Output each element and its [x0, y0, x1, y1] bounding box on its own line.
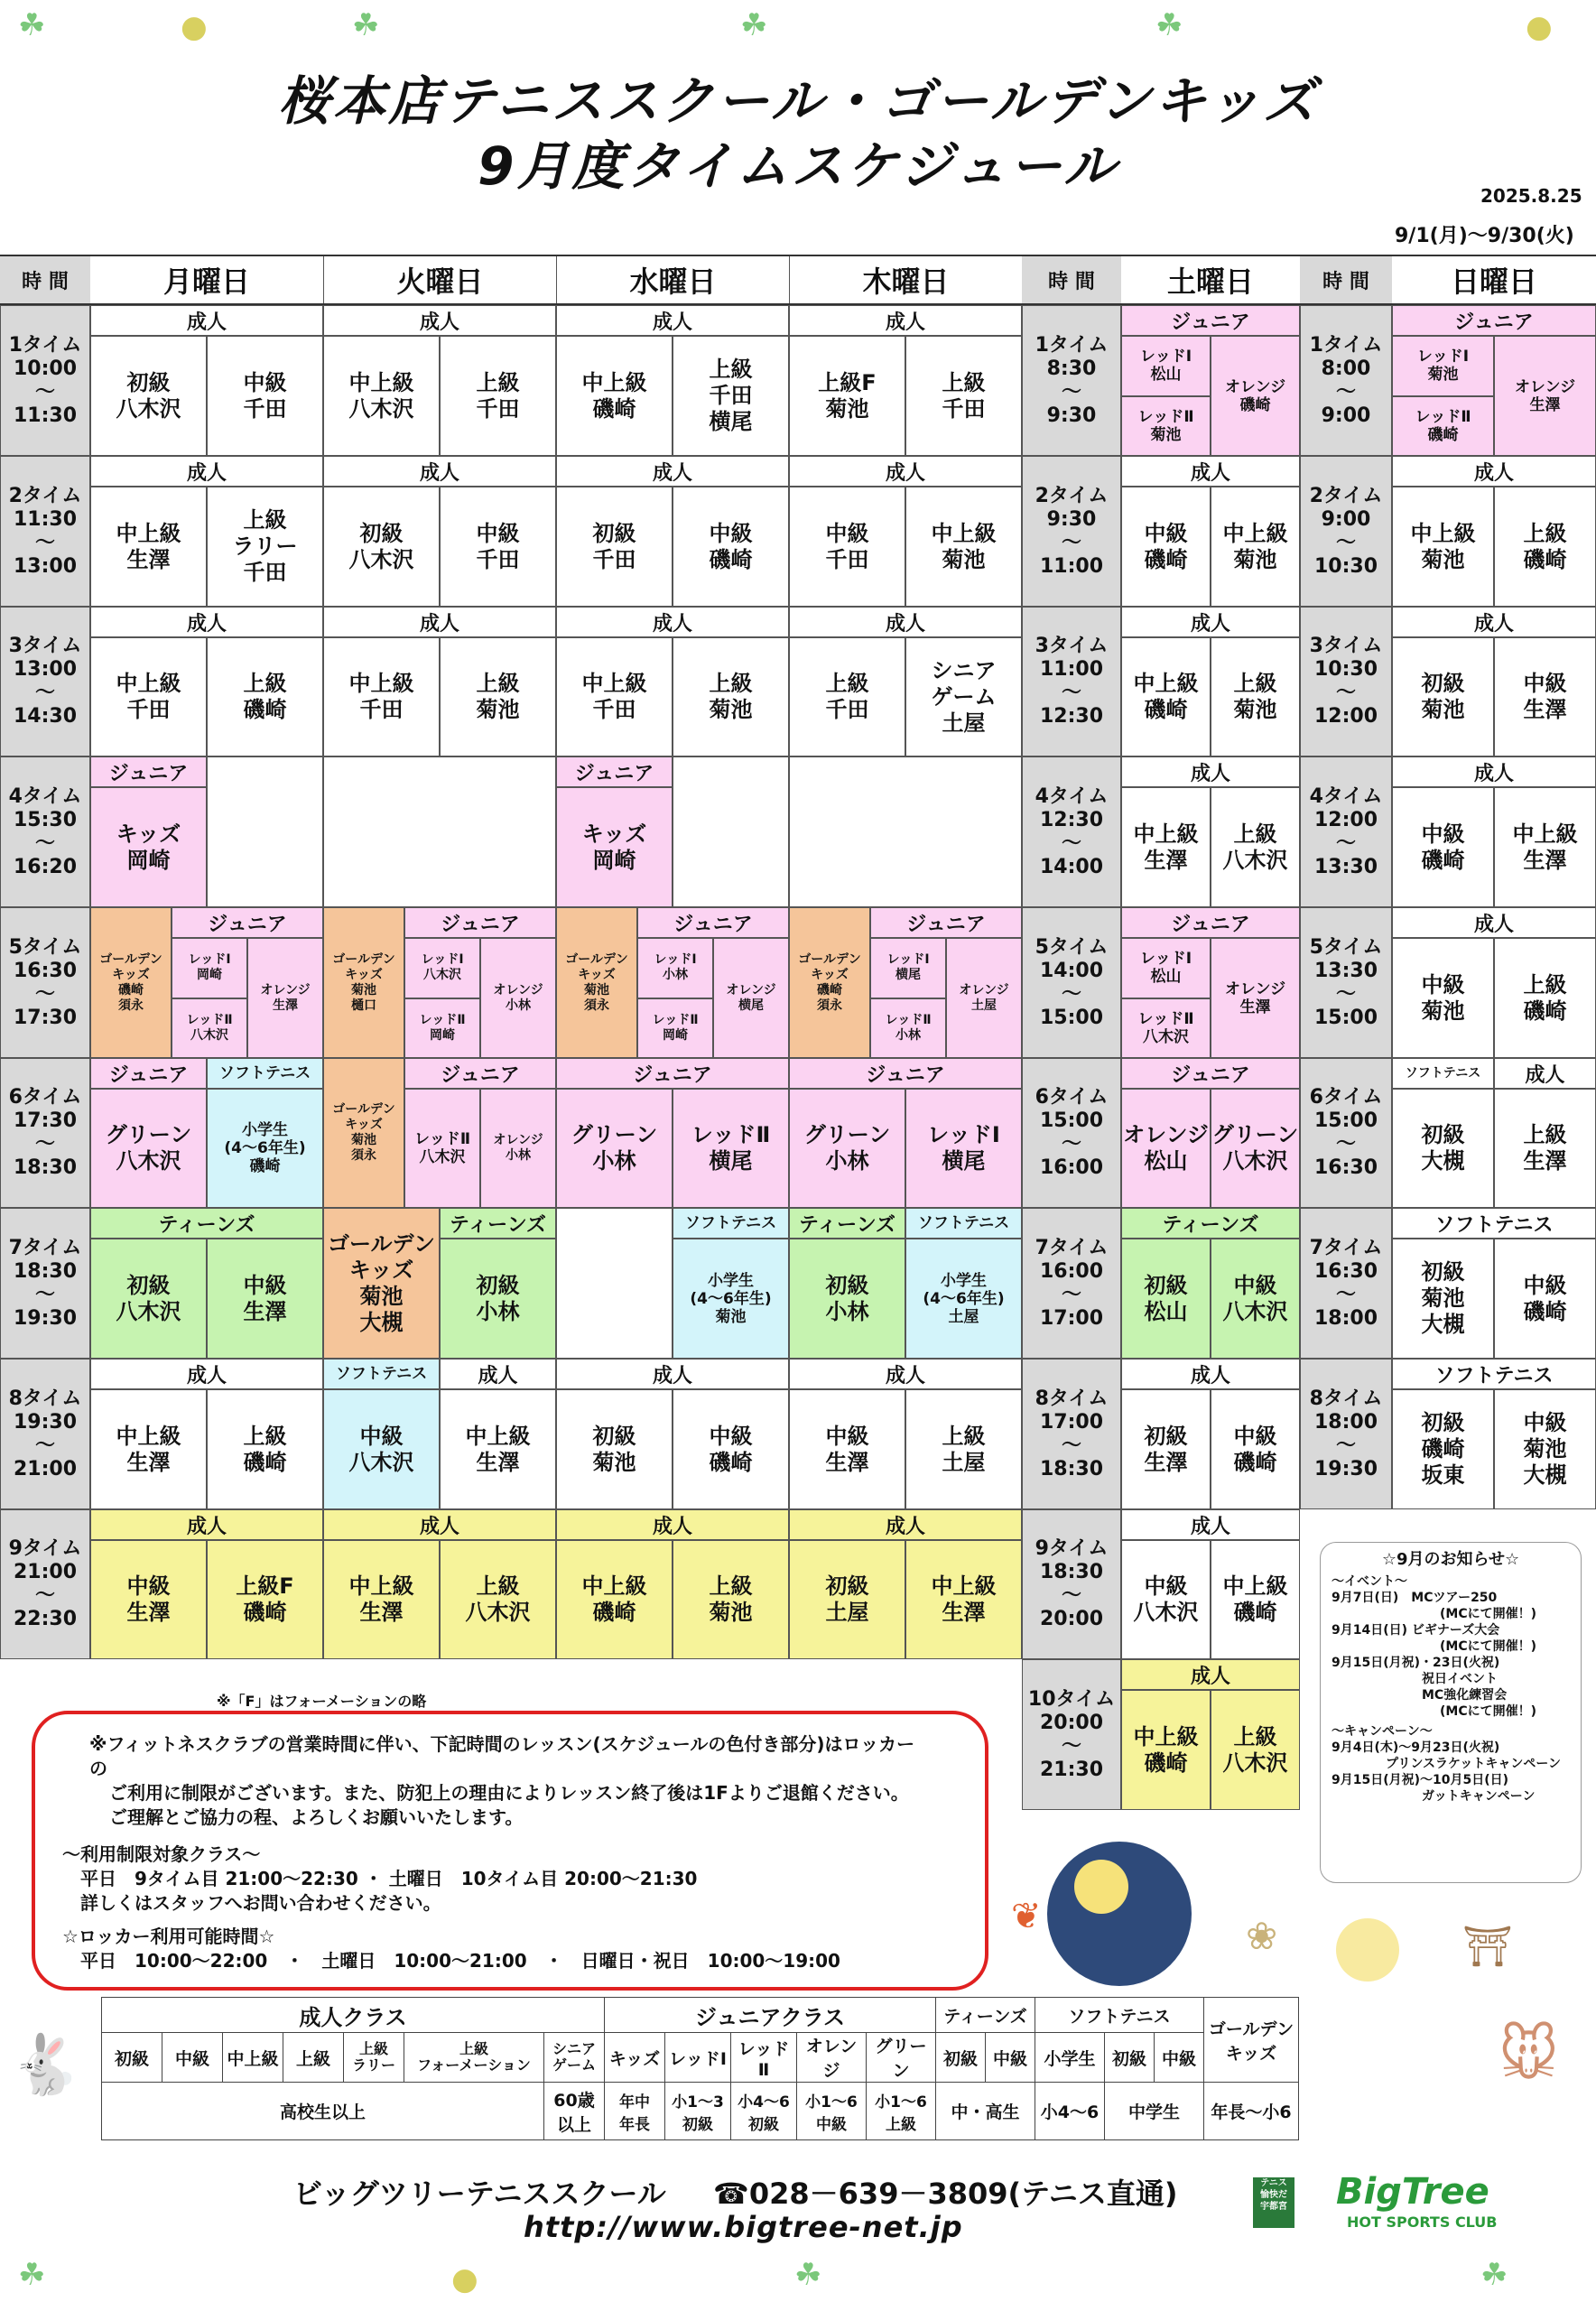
- thursday-header: 木曜日: [789, 256, 1022, 303]
- news-item: 9月4日(木)～9月23日(火祝): [1332, 1740, 1500, 1755]
- class-category-label: ティーンズ: [789, 1208, 905, 1239]
- lesson-cell: 中級 千田: [789, 487, 905, 607]
- mouse-mascot-icon: 🐭: [1499, 2022, 1559, 2089]
- time-slot: 6タイム 17:30 ～ 18:30: [0, 1058, 90, 1208]
- age-range: 中・高生: [936, 2083, 1035, 2140]
- time-slot: 1タイム 8:30 ～ 9:30: [1022, 305, 1121, 456]
- time-slot: 7タイム 18:30 ～ 19:30: [0, 1208, 90, 1359]
- class-category-label: ジュニア: [556, 756, 673, 787]
- class-category-label: 成人: [1392, 456, 1596, 487]
- class-name: シニア ゲーム: [544, 2033, 605, 2083]
- class-category-label: 成人: [90, 607, 323, 637]
- class-category-label: 成人: [440, 1359, 556, 1389]
- monday-header: 月曜日: [162, 265, 250, 299]
- lesson-cell: 小学生 (4～6年生) 土屋: [905, 1239, 1022, 1359]
- page-title: 桜本店テニススクール・ゴールデンキッズ: [277, 70, 1319, 132]
- lesson-cell: 上級 千田: [440, 336, 556, 456]
- class-category-label: 成人: [556, 607, 789, 637]
- news-note: (MCにて開催！): [1440, 1704, 1537, 1719]
- time-slot: 1タイム 8:00 ～ 9:00: [1300, 305, 1392, 456]
- lesson-cell: グリーン 小林: [789, 1089, 905, 1208]
- news-note: プリンスラケットキャンペーン: [1386, 1757, 1562, 1771]
- news-item: 9月7日(日) MCツアー250: [1332, 1591, 1498, 1605]
- lesson-cell: 中級 生澤: [1494, 637, 1596, 756]
- time-slot: 5タイム 13:30 ～ 15:00: [1300, 907, 1392, 1058]
- lesson-cell: オレンジ 小林: [480, 938, 556, 1058]
- lesson-cell: オレンジ 生澤: [247, 938, 323, 1058]
- class-category-label: ソフトテニス: [1392, 1208, 1596, 1239]
- lesson-cell: ゴールデン キッズ 磯崎 須永: [789, 907, 870, 1058]
- class-category-label: ジュニア: [870, 907, 1022, 938]
- pampas-grass-icon: ❀: [1246, 1914, 1278, 1958]
- age-range: 小4～6 初級: [731, 2083, 797, 2140]
- age-range: 小1～6 中級: [797, 2083, 867, 2140]
- class-category-label: 成人: [556, 1359, 789, 1389]
- lesson-cell: 中級 八木沢: [1121, 1540, 1211, 1659]
- time-slot: 2タイム 9:30 ～ 11:00: [1022, 456, 1121, 607]
- lesson-cell: グリーン 小林: [556, 1089, 673, 1208]
- time-slot: 8タイム 17:00 ～ 18:30: [1022, 1359, 1121, 1509]
- age-range: 中学生: [1105, 2083, 1204, 2140]
- lesson-cell: 初級 小林: [440, 1239, 556, 1359]
- class-name: 上級 ラリー: [344, 2033, 404, 2083]
- news-heading: ～イベント～: [1332, 1574, 1407, 1589]
- age-range: 年長～小6: [1204, 2083, 1299, 2140]
- lesson-cell: ゴールデン キッズ 磯崎 須永: [90, 907, 172, 1058]
- class-category-label: 成人: [1121, 1659, 1300, 1690]
- lesson-cell: 上級 ラリー 千田: [207, 487, 323, 607]
- lesson-cell: オレンジ 横尾: [713, 938, 789, 1058]
- clover-icon: ☘: [18, 2257, 46, 2293]
- class-category-label: ソフトテニス: [905, 1208, 1022, 1239]
- page-subtitle: 9月度タイムスケジュール: [478, 135, 1118, 197]
- class-category-label: ジュニア: [404, 907, 556, 938]
- news-item: 9月14日(日) ビギナーズ大会: [1332, 1623, 1500, 1638]
- lesson-cell: 中上級 磯崎: [1121, 637, 1211, 756]
- class-category-label: 成人: [1121, 1509, 1300, 1540]
- school-name: ビッグツリーテニススクール: [293, 2176, 666, 2211]
- lesson-cell: 上級 八木沢: [1211, 1690, 1300, 1810]
- lesson-cell: 上級 八木沢: [440, 1540, 556, 1659]
- group-soft: ソフトテニス: [1035, 1998, 1204, 2033]
- class-category-label: ジュニア: [556, 1058, 789, 1089]
- lesson-cell: 中級 千田: [207, 336, 323, 456]
- age-range: 60歳 以上: [544, 2083, 605, 2140]
- lesson-cell: レッドⅠ 小林: [637, 938, 713, 998]
- lesson-cell: 小学生 (4～6年生) 菊池: [673, 1239, 789, 1359]
- class-name: 上級 フォーメーション: [404, 2033, 544, 2083]
- news-note: 祝日イベント: [1422, 1672, 1498, 1686]
- lesson-cell: ゴールデン キッズ 菊池 須永: [556, 907, 637, 1058]
- lesson-cell: 中級 生澤: [789, 1389, 905, 1509]
- class-category-label: 成人: [1494, 1058, 1596, 1089]
- lesson-cell: 中上級 磯崎: [1211, 1540, 1300, 1659]
- lesson-cell: 中級 菊池: [1392, 938, 1494, 1058]
- lesson-cell: 中上級 生澤: [1121, 787, 1211, 907]
- lesson-cell: 中上級 生澤: [90, 1389, 207, 1509]
- lesson-cell: 中級 磯崎: [673, 487, 789, 607]
- age-range: 小1～3 初級: [665, 2083, 731, 2140]
- lesson-cell: シニア ゲーム 土屋: [905, 637, 1022, 756]
- time-header: 時 間: [1022, 256, 1121, 303]
- lesson-cell: レッドⅠ 松山: [1121, 336, 1211, 396]
- lesson-cell: レッドⅠ 松山: [1121, 938, 1211, 998]
- time-slot: 2タイム 9:00 ～ 10:30: [1300, 456, 1392, 607]
- wednesday-header: 水曜日: [556, 256, 789, 303]
- time-slot: 4タイム 12:30 ～ 14:00: [1022, 756, 1121, 907]
- clover-icon: ☘: [740, 7, 768, 43]
- notice-line: ご理解とご協力の程、よろしくお願いいたします。: [109, 1806, 524, 1828]
- class-category-label: 成人: [556, 305, 789, 336]
- lesson-cell: 上級 八木沢: [1211, 787, 1300, 907]
- time-slot: 3タイム 10:30 ～ 12:00: [1300, 607, 1392, 756]
- news-note: (MCにて開催！): [1440, 1607, 1537, 1621]
- class-category-label: 成人: [789, 1509, 1022, 1540]
- lesson-cell: 初級 菊池: [556, 1389, 673, 1509]
- notice-line: 平日 9タイム目 21:00～22:30 ・ 土曜日 10タイム目 20:00～21:30: [80, 1868, 698, 1889]
- class-category-label: ソフトテニス: [1392, 1058, 1494, 1089]
- clover-icon: ☘: [1155, 7, 1183, 43]
- notice-heading: ～利用制限対象クラス～: [62, 1843, 261, 1865]
- class-category-label: ジュニア: [789, 1058, 1022, 1089]
- class-name: 小学生: [1035, 2033, 1105, 2083]
- lesson-cell: 中級 磯崎: [1494, 1239, 1596, 1359]
- lesson-cell: 上級 菊池: [440, 637, 556, 756]
- lesson-cell: 初級 八木沢: [323, 487, 440, 607]
- time-slot: 9タイム 18:30 ～ 20:00: [1022, 1509, 1121, 1659]
- class-category-label: ジュニア: [637, 907, 789, 938]
- news-title: ☆9月のお知らせ☆: [1381, 1550, 1520, 1569]
- lesson-cell: 中上級 生澤: [1494, 787, 1596, 907]
- clover-icon: ☘: [794, 2257, 822, 2293]
- dango-stand-icon: ⛩: [1462, 1924, 1513, 1970]
- lesson-cell: 上級F 菊池: [789, 336, 905, 456]
- lesson-cell: [789, 756, 1022, 907]
- lesson-cell: キッズ 岡崎: [556, 787, 673, 907]
- lesson-cell: 上級 千田 横尾: [673, 336, 789, 456]
- time-slot: 8タイム 19:30 ～ 21:00: [0, 1359, 90, 1509]
- lesson-cell: 中上級 菊池: [1211, 487, 1300, 607]
- lesson-cell: オレンジ 土屋: [946, 938, 1022, 1058]
- lesson-cell: 初級 八木沢: [90, 336, 207, 456]
- lesson-cell: 中級 八木沢: [323, 1389, 440, 1509]
- lesson-cell: オレンジ 小林: [480, 1089, 556, 1208]
- lesson-cell: 上級 磯崎: [207, 637, 323, 756]
- lesson-cell: 上級 磯崎: [207, 1389, 323, 1509]
- lesson-cell: レッドⅡ 岡崎: [404, 998, 480, 1059]
- lesson-cell: ゴールデン キッズ 菊池 樋口: [323, 907, 404, 1058]
- lesson-cell: レッドⅠ 横尾: [905, 1089, 1022, 1208]
- class-name: 中級: [986, 2033, 1035, 2083]
- time-header: 時 間: [0, 256, 90, 303]
- lesson-cell: レッドⅡ 菊池: [1121, 396, 1211, 457]
- class-name: レッドⅠ: [665, 2033, 731, 2083]
- tennis-ball-icon: ●: [181, 9, 208, 45]
- time-slot: 6タイム 15:00 ～ 16:30: [1300, 1058, 1392, 1208]
- class-category-label: ジュニア: [1121, 907, 1300, 938]
- lesson-cell: オレンジ 生澤: [1494, 336, 1596, 456]
- class-category-label: 成人: [1121, 456, 1300, 487]
- lesson-cell: レッドⅡ 八木沢: [404, 1089, 480, 1208]
- lesson-cell: オレンジ 松山: [1121, 1089, 1211, 1208]
- clover-icon: ☘: [352, 7, 380, 43]
- tuesday-header: 火曜日: [323, 256, 556, 303]
- lesson-cell: 中級 磯崎: [1121, 487, 1211, 607]
- lesson-cell: 中級 磯崎: [1392, 787, 1494, 907]
- class-name: 中上級: [223, 2033, 283, 2083]
- lesson-cell: 上級 菊池: [673, 637, 789, 756]
- lesson-cell: 中上級 生澤: [323, 1540, 440, 1659]
- rabbit-mascot-icon: 🐇: [9, 2032, 81, 2099]
- footnote: ※「F」はフォーメーションの略: [217, 1693, 427, 1710]
- lesson-cell: 中級 磯崎: [1211, 1389, 1300, 1509]
- class-category-label: 成人: [323, 1509, 556, 1540]
- clover-icon: ☘: [18, 7, 46, 43]
- age-range: 高校生以上: [102, 2083, 544, 2140]
- utsunomiya-badge: テニス 愉快だ 宇都宮: [1253, 2177, 1294, 2228]
- class-category-label: 成人: [1392, 756, 1596, 787]
- bigtree-logo-sub: HOT SPORTS CLUB: [1347, 2214, 1498, 2231]
- lesson-cell: レッドⅡ 八木沢: [172, 998, 247, 1059]
- time-slot: 4タイム 15:30 ～ 16:20: [0, 756, 90, 907]
- class-category-label: ソフトテニス: [323, 1359, 440, 1389]
- age-range: 小4～6: [1035, 2083, 1105, 2140]
- notice-line: 平日 10:00～22:00 ・ 土曜日 10:00～21:00 ・ 日曜日・祝日 10:00～19:00: [80, 1950, 840, 1972]
- moon-illustration: [1047, 1842, 1192, 1986]
- lesson-cell: 上級 磯崎: [1494, 487, 1596, 607]
- lesson-cell: 小学生 (4～6年生) 磯崎: [207, 1089, 323, 1208]
- lesson-cell: 上級 千田: [789, 637, 905, 756]
- sunday-header: 日曜日: [1450, 265, 1537, 299]
- class-name: 上級: [283, 2033, 344, 2083]
- time-slot: 5タイム 14:00 ～ 15:00: [1022, 907, 1121, 1058]
- lesson-cell: 上級 菊池: [1211, 637, 1300, 756]
- class-category-label: 成人: [323, 607, 556, 637]
- notice-line: ※フィットネスクラブの営業時間に伴い、下記時間のレッスン(スケジュールの色付き部分)はロッカーの: [89, 1733, 915, 1779]
- lesson-cell: 中上級 千田: [556, 637, 673, 756]
- lesson-cell: 中上級 磯崎: [556, 1540, 673, 1659]
- lesson-cell: 上級 菊池: [673, 1540, 789, 1659]
- class-category-label: ジュニア: [1392, 305, 1596, 336]
- lesson-cell: 上級 千田: [905, 336, 1022, 456]
- period: 9/1(月)～9/30(火): [1395, 225, 1574, 247]
- notice-line: 詳しくはスタッフへお問い合わせください。: [80, 1892, 441, 1914]
- september-news: [1320, 1542, 1582, 1883]
- class-category-label: ジュニア: [404, 1058, 556, 1089]
- news-note: ガットキャンペーン: [1422, 1789, 1536, 1804]
- age-range: 小1～6 上級: [867, 2083, 936, 2140]
- lesson-cell: 中上級 生澤: [90, 487, 207, 607]
- locker-notice: [32, 1711, 988, 1991]
- time-slot: 10タイム 20:00 ～ 21:30: [1022, 1659, 1121, 1810]
- class-category-label: 成人: [90, 1359, 323, 1389]
- lesson-cell: 初級 小林: [789, 1239, 905, 1359]
- class-name: 中級: [162, 2033, 223, 2083]
- class-category-label: ジュニア: [1121, 305, 1300, 336]
- class-category-label: 成人: [90, 456, 323, 487]
- lesson-cell: 初級 千田: [556, 487, 673, 607]
- class-name: 初級: [1105, 2033, 1155, 2083]
- lesson-cell: 初級 土屋: [789, 1540, 905, 1659]
- lesson-cell: 中級 生澤: [207, 1239, 323, 1359]
- class-category-label: 成人: [90, 305, 323, 336]
- class-category-label: 成人: [323, 305, 556, 336]
- time-slot: 9タイム 21:00 ～ 22:30: [0, 1509, 90, 1659]
- time-slot: 1タイム 10:00 ～ 11:30: [0, 305, 90, 456]
- lesson-cell: グリーン 八木沢: [1211, 1089, 1300, 1208]
- lesson-cell: グリーン 八木沢: [90, 1089, 207, 1208]
- lesson-cell: レッドⅡ 八木沢: [1121, 998, 1211, 1059]
- bigtree-logo: BigTree: [1336, 2171, 1489, 2213]
- group-teens: ティーンズ: [936, 1998, 1035, 2033]
- lesson-cell: レッドⅡ 小林: [870, 998, 946, 1059]
- class-name: グリーン: [867, 2033, 936, 2083]
- time-slot: 3タイム 11:00 ～ 12:30: [1022, 607, 1121, 756]
- age-range: 年中 年長: [605, 2083, 665, 2140]
- saturday-header: 土曜日: [1166, 265, 1254, 299]
- lesson-cell: 中上級 千田: [90, 637, 207, 756]
- time-slot: 2タイム 11:30 ～ 13:00: [0, 456, 90, 607]
- class-category-label: 成人: [789, 1359, 1022, 1389]
- lesson-cell: レッドⅡ 横尾: [673, 1089, 789, 1208]
- news-heading: ～キャンペーン～: [1332, 1724, 1433, 1739]
- class-category-label: ジュニア: [172, 907, 323, 938]
- tennis-ball-icon: ●: [451, 2261, 478, 2297]
- class-category-label: 成人: [556, 1509, 789, 1540]
- class-category-label: ティーンズ: [1121, 1208, 1300, 1239]
- group-golden: ゴールデン キッズ: [1204, 1998, 1299, 2083]
- lesson-cell: 中上級 千田: [323, 637, 440, 756]
- news-note: (MCにて開催！): [1440, 1639, 1537, 1654]
- lesson-cell: レッドⅠ 横尾: [870, 938, 946, 998]
- lesson-cell: [556, 1208, 673, 1359]
- class-category-label: 成人: [1121, 607, 1300, 637]
- news-note: MC強化練習会: [1422, 1688, 1508, 1703]
- lesson-cell: キッズ 岡崎: [90, 787, 207, 907]
- class-category-label: 成人: [90, 1509, 323, 1540]
- class-name: 中級: [1155, 2033, 1204, 2083]
- lesson-cell: [673, 756, 789, 907]
- tennis-ball-icon: ●: [1526, 9, 1553, 45]
- class-category-label: ジュニア: [90, 1058, 207, 1089]
- notice-heading: ☆ロッカー利用可能時間☆: [62, 1926, 275, 1947]
- lesson-cell: 中上級 磯崎: [1121, 1690, 1211, 1810]
- news-item: 9月15日(月祝)・23日(火祝): [1332, 1656, 1500, 1670]
- moon-icon: [1336, 1918, 1399, 1982]
- lesson-cell: 上級 生澤: [1494, 1089, 1596, 1208]
- lesson-cell: 中上級 菊池: [1392, 487, 1494, 607]
- group-adult: 成人クラス: [102, 1998, 605, 2033]
- class-category-label: ジュニア: [90, 756, 207, 787]
- lesson-cell: 中級 磯崎: [673, 1389, 789, 1509]
- moon-icon: [1074, 1860, 1128, 1914]
- lesson-cell: 中上級 生澤: [905, 1540, 1022, 1659]
- clover-icon: ☘: [1480, 2257, 1508, 2293]
- lesson-cell: レッドⅡ 磯崎: [1392, 396, 1494, 457]
- group-junior: ジュニアクラス: [605, 1998, 936, 2033]
- lesson-cell: レッドⅠ 菊池: [1392, 336, 1494, 396]
- lesson-cell: 初級 大槻: [1392, 1089, 1494, 1208]
- lesson-cell: [207, 756, 323, 907]
- lesson-cell: ゴールデン キッズ 菊池 須永: [323, 1058, 404, 1208]
- class-name: オレンジ: [797, 2033, 867, 2083]
- lesson-cell: 中上級 生澤: [440, 1389, 556, 1509]
- lesson-cell: 初級 菊池 大槻: [1392, 1239, 1494, 1359]
- lesson-cell: 中級 八木沢: [1211, 1239, 1300, 1359]
- time-slot: 4タイム 12:00 ～ 13:30: [1300, 756, 1392, 907]
- time-slot: 8タイム 18:00 ～ 19:30: [1300, 1359, 1392, 1509]
- class-name: 初級: [936, 2033, 986, 2083]
- class-category-label: 成人: [556, 456, 789, 487]
- issue-date: 2025.8.25: [1480, 185, 1582, 207]
- lesson-cell: 上級 磯崎: [1494, 938, 1596, 1058]
- class-category-label: 成人: [1392, 607, 1596, 637]
- time-slot: 6タイム 15:00 ～ 16:00: [1022, 1058, 1121, 1208]
- lesson-cell: オレンジ 生澤: [1211, 938, 1300, 1058]
- lesson-cell: 上級F 磯崎: [207, 1540, 323, 1659]
- lesson-cell: レッドⅠ 八木沢: [404, 938, 480, 998]
- class-category-label: ジュニア: [1121, 1058, 1300, 1089]
- class-category-label: ソフトテニス: [1392, 1359, 1596, 1389]
- lesson-cell: 中級 千田: [440, 487, 556, 607]
- class-category-label: ティーンズ: [440, 1208, 556, 1239]
- lesson-cell: オレンジ 磯崎: [1211, 336, 1300, 456]
- time-slot: 7タイム 16:30 ～ 18:00: [1300, 1208, 1392, 1359]
- class-category-label: 成人: [789, 607, 1022, 637]
- maple-leaf-icon: ❦: [1011, 1896, 1042, 1937]
- notice-line: ご利用に制限がございます。また、防犯上の理由によりレッスン終了後は1Fよりご退館ください。: [109, 1782, 909, 1804]
- class-name: 初級: [102, 2033, 162, 2083]
- class-category-label: 成人: [1392, 907, 1596, 938]
- news-item: 9月15日(月祝)～10月5日(日): [1332, 1773, 1509, 1787]
- class-category-label: ソフトテニス: [673, 1208, 789, 1239]
- time-slot: 7タイム 16:00 ～ 17:00: [1022, 1208, 1121, 1359]
- lesson-cell: 中上級 八木沢: [323, 336, 440, 456]
- lesson-cell: レッドⅠ 岡崎: [172, 938, 247, 998]
- lesson-cell: [323, 756, 556, 907]
- lesson-cell: レッドⅡ 岡崎: [637, 998, 713, 1059]
- time-slot: 3タイム 13:00 ～ 14:30: [0, 607, 90, 756]
- lesson-cell: 中級 生澤: [90, 1540, 207, 1659]
- lesson-cell: 初級 磯崎 坂東: [1392, 1389, 1494, 1509]
- lesson-cell: 初級 八木沢: [90, 1239, 207, 1359]
- lesson-cell: 初級 松山: [1121, 1239, 1211, 1359]
- class-level-table: [101, 1997, 1299, 2140]
- class-category-label: ソフトテニス: [207, 1058, 323, 1089]
- lesson-cell: 初級 菊池: [1392, 637, 1494, 756]
- class-category-label: 成人: [1121, 756, 1300, 787]
- time-header: 時 間: [1300, 256, 1392, 303]
- lesson-cell: 上級 土屋: [905, 1389, 1022, 1509]
- class-category-label: 成人: [323, 456, 556, 487]
- class-category-label: 成人: [789, 456, 1022, 487]
- class-name: レッドⅡ: [731, 2033, 797, 2083]
- class-category-label: ティーンズ: [90, 1208, 323, 1239]
- lesson-cell: 中上級 菊池: [905, 487, 1022, 607]
- lesson-cell: 初級 生澤: [1121, 1389, 1211, 1509]
- class-name: キッズ: [605, 2033, 665, 2083]
- lesson-cell: 中級 菊池 大槻: [1494, 1389, 1596, 1509]
- lesson-cell: 中上級 磯崎: [556, 336, 673, 456]
- phone-number[interactable]: ☎028－639－3809(テニス直通): [713, 2176, 1178, 2211]
- time-slot: 5タイム 16:30 ～ 17:30: [0, 907, 90, 1058]
- lesson-cell: ゴールデン キッズ 菊池 大槻: [323, 1208, 440, 1359]
- class-category-label: 成人: [1121, 1359, 1300, 1389]
- website-link[interactable]: http://www.bigtree-net.jp: [524, 2210, 963, 2244]
- class-category-label: 成人: [789, 305, 1022, 336]
